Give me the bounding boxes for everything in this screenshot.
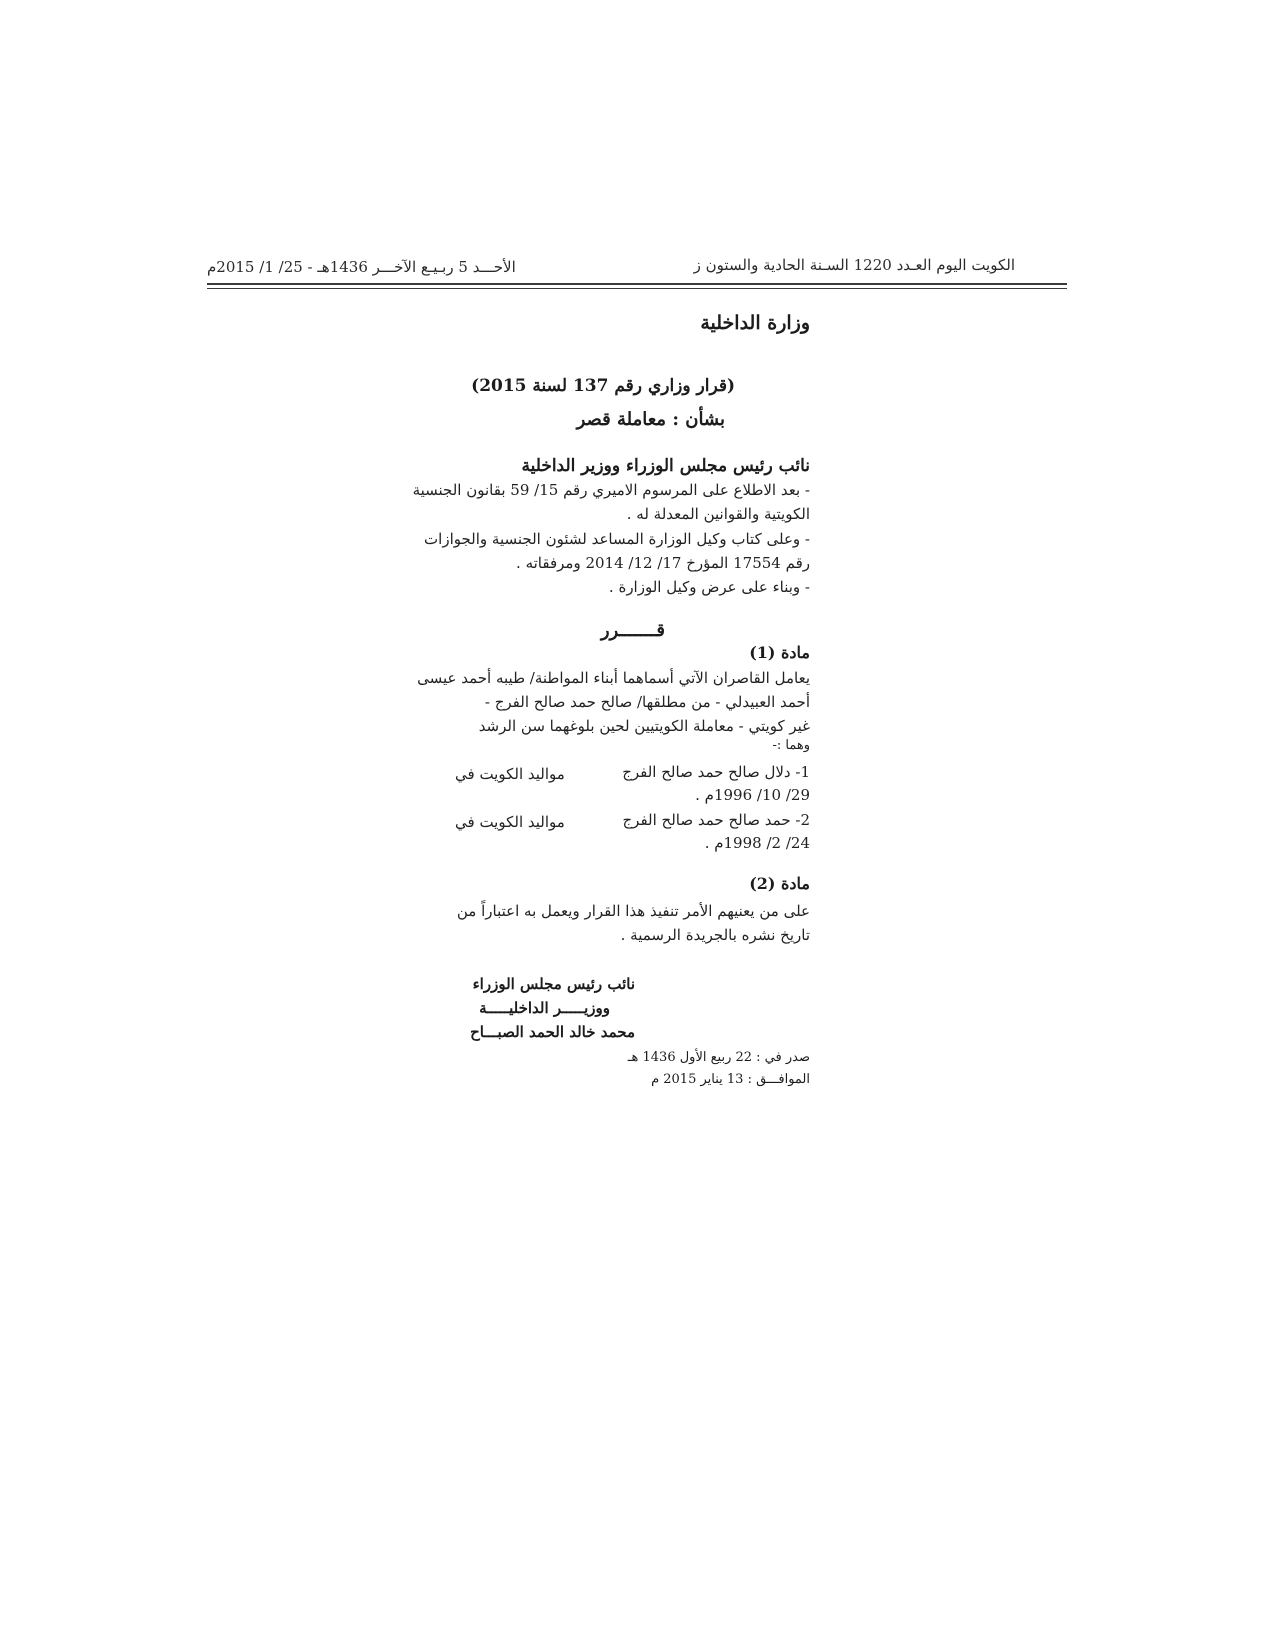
minor-2-name: 2- حمد صالح حمد صالح الفرج xyxy=(622,811,810,829)
preamble-line: - وبناء على عرض وكيل الوزارة . xyxy=(608,578,810,596)
header-rule-top xyxy=(207,283,1067,285)
minor-2-birthplace: مواليد الكويت في xyxy=(455,813,565,831)
ministry-title: وزارة الداخلية xyxy=(700,312,810,334)
minor-2-birthdate: 24/ 2/ 1998م . xyxy=(704,834,810,852)
preamble-line: - بعد الاطلاع على المرسوم الاميري رقم 15/ 59 بقانون الجنسية xyxy=(412,481,810,499)
decision-subject: بشأن : معاملة قصر xyxy=(576,409,725,430)
article-1-line: أحمد العبيدلي - من مطلقها/ صالح حمد صالح الفرج - xyxy=(484,693,810,711)
signature-title: نائب رئيس مجلس الوزراء xyxy=(472,975,635,993)
article-2-line: تاريخ نشره بالجريدة الرسمية . xyxy=(620,926,810,944)
preamble-line: - وعلى كتاب وكيل الوزارة المساعد لشئون الجنسية والجوازات xyxy=(424,530,810,548)
issued-gregorian-date: الموافـــق : 13 يناير 2015 م xyxy=(651,1072,810,1087)
minor-1-name: 1- دلال صالح حمد صالح الفرج xyxy=(622,763,810,781)
article-2-line: على من يعنيهم الأمر تنفيذ هذا القرار ويعمل به اعتباراً من xyxy=(456,902,810,920)
article-1-heading: مادة (1) xyxy=(749,643,810,662)
decision-title: (قرار وزاري رقم 137 لسنة 2015) xyxy=(471,376,735,396)
header-issue-info: الكويت اليوم العـدد 1220 السـنة الحادية والستون ز xyxy=(693,256,1015,274)
preamble-line: الكويتية والقوانين المعدلة له . xyxy=(626,505,810,523)
article-2-heading: مادة (2) xyxy=(749,874,810,893)
issued-hijri-date: صدر في : 22 ربيع الأول 1436 هـ xyxy=(627,1050,810,1065)
issuer-title: نائب رئيس مجلس الوزراء ووزير الداخلية xyxy=(521,456,810,476)
minor-1-birthplace: مواليد الكويت في xyxy=(455,765,565,783)
decides-heading: قـــــــرر xyxy=(600,620,665,641)
signature-role: ووزيـــــر الداخليـــــة xyxy=(479,999,610,1017)
header-date: الأحـــد 5 ربـيـع الآخـــر 1436هـ - 25/ 1/ 2015م xyxy=(207,258,516,276)
article-1-line: وهما :- xyxy=(772,738,810,753)
article-1-line: يعامل القاصران الآتي أسماهما أبناء المواطنة/ طيبه أحمد عيسى xyxy=(417,669,810,687)
signature-name: محمد خالد الحمد الصبـــاح xyxy=(470,1023,635,1041)
minor-1-birthdate: 29/ 10/ 1996م . xyxy=(695,786,810,804)
header-rule-bottom xyxy=(207,288,1067,289)
preamble-line: رقم 17554 المؤرخ 17/ 12/ 2014 ومرفقاته . xyxy=(516,554,810,572)
article-1-line: غير كويتي - معاملة الكويتيين لحين بلوغهما سن الرشد xyxy=(478,717,810,735)
